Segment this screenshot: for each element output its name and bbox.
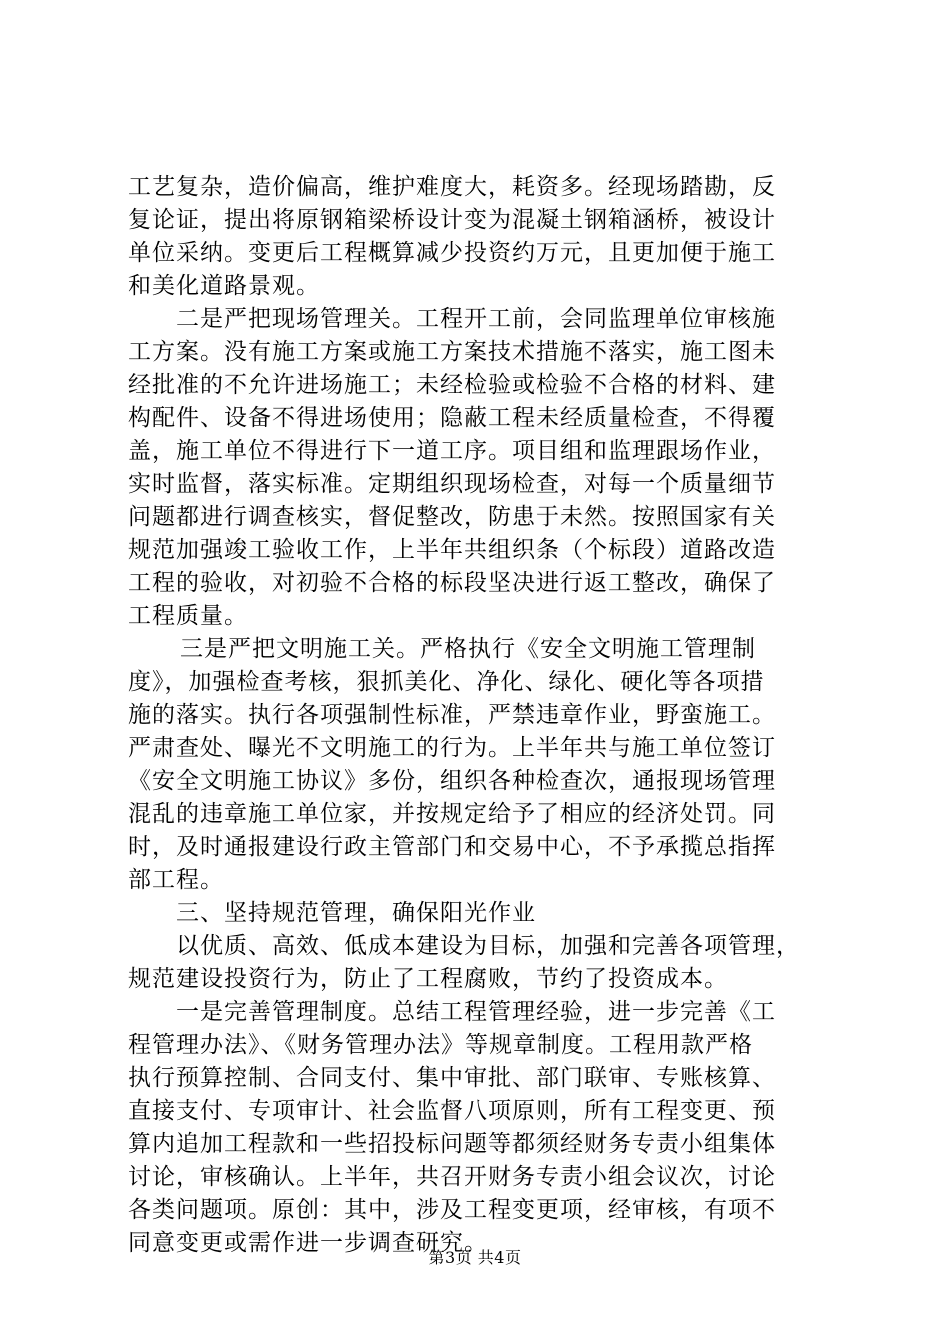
text-line: 讨论，审核确认。上半年，共召开财务专责小组会议次，讨论	[128, 1164, 776, 1190]
text-line: 时，及时通报建设行政主管部门和交易中心，不予承揽总指挥	[128, 834, 776, 860]
text-line: 构配件、设备不得进场使用；隐蔽工程未经质量检查，不得覆	[128, 405, 776, 431]
paragraph-start-line: 三是严把文明施工关。严格执行《安全文明施工管理制	[180, 636, 756, 662]
text-line: 算内追加工程款和一些招投标问题等都须经财务专责小组集体	[128, 1131, 776, 1157]
text-line: 混乱的违章施工单位家，并按规定给予了相应的经济处罚。同	[128, 801, 776, 827]
text-line: 直接支付、专项审计、社会监督八项原则，所有工程变更、预	[128, 1098, 776, 1124]
paragraph-start-line: 以优质、高效、低成本建设为目标，加强和完善各项管理，	[176, 933, 800, 959]
document-body	[128, 171, 828, 1260]
text-line: 单位采纳。变更后工程概算减少投资约万元，且更加便于施工	[128, 240, 776, 266]
text-line: 工艺复杂，造价偏高，维护难度大，耗资多。经现场踏勘，反	[128, 174, 776, 200]
text-line: 施的落实。执行各项强制性标准，严禁违章作业，野蛮施工。	[128, 702, 776, 728]
text-line: 复论证，提出将原钢箱梁桥设计变为混凝土钢箱涵桥，被设计	[128, 207, 776, 233]
paragraph-start-line: 一是完善管理制度。总结工程管理经验，进一步完善《工	[176, 999, 776, 1025]
text-line: 各类问题项。原创：其中，涉及工程变更项，经审核，有项不	[128, 1197, 776, 1223]
text-line: 实时监督，落实标准。定期组织现场检查，对每一个质量细节	[128, 471, 776, 497]
text-line: 《安全文明施工协议》多份，组织各种检查次，通报现场管理	[128, 768, 776, 794]
text-line: 同意变更或需作进一步调查研究。	[128, 1230, 488, 1256]
text-line: 工程质量。	[128, 603, 248, 629]
text-line: 部工程。	[128, 867, 224, 893]
text-line: 经批准的不允许进场施工；未经检验或检验不合格的材料、建	[128, 372, 776, 398]
text-line: 工程的验收，对初验不合格的标段坚决进行返工整改，确保了	[128, 570, 776, 596]
text-line: 程管理办法》、《财务管理办法》等规章制度。工程用款严格	[128, 1032, 753, 1058]
text-line: 问题都进行调查核实，督促整改，防患于未然。按照国家有关	[128, 504, 776, 530]
text-line: 规范建设投资行为，防止了工程腐败，节约了投资成本。	[128, 966, 728, 992]
text-line: 规范加强竣工验收工作，上半年共组织条（个标段）道路改造	[128, 537, 776, 563]
text-line: 工方案。没有施工方案或施工方案技术措施不落实，施工图未	[128, 339, 776, 365]
text-line: 度》，加强检查考核，狠抓美化、净化、绿化、硬化等各项措	[128, 669, 765, 695]
paragraph-start-line: 二是严把现场管理关。工程开工前，会同监理单位审核施	[176, 306, 776, 332]
text-line: 和美化道路景观。	[128, 273, 320, 299]
text-line: 盖，施工单位不得进行下一道工序。项目组和监理跟场作业，	[128, 438, 776, 464]
section-heading: 三、坚持规范管理，确保阳光作业	[176, 900, 536, 926]
text-line: 严肃查处、曝光不文明施工的行为。上半年共与施工单位签订	[128, 735, 776, 761]
text-line: 执行预算控制、合同支付、集中审批、部门联审、专账核算、	[128, 1065, 776, 1091]
page-number-footer: 第3页 共4页	[428, 1248, 522, 1267]
